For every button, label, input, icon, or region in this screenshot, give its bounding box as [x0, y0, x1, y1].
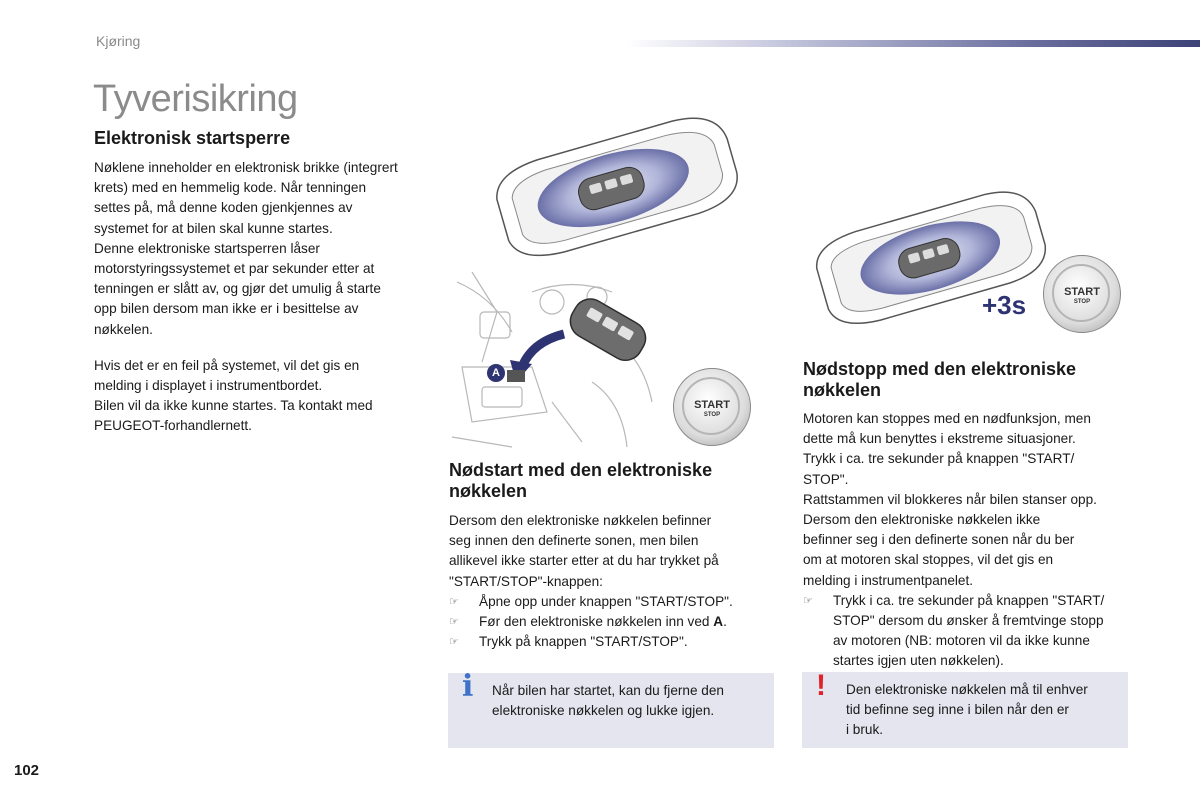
warning-icon: ! [816, 669, 826, 702]
warning-note [802, 669, 1128, 748]
text-line: om at motoren skal stoppes, vil det gis en [803, 552, 1054, 568]
paragraph [94, 158, 424, 340]
bullet-text: Før den elektroniske nøkkelen inn ved [479, 614, 714, 630]
bullet-text-bold: A [713, 614, 724, 630]
text-line: krets) med en hemmelig kode. Når tenningen [94, 180, 367, 196]
immobiliser-text [94, 158, 424, 437]
heading-line: nøkkelen [803, 380, 882, 400]
car-key-zone-illustration [478, 112, 748, 262]
left-column [94, 128, 424, 437]
button-text-start: START [694, 399, 730, 411]
list-item [803, 591, 1138, 672]
page-title: Tyverisikring [93, 78, 298, 120]
section-label: Kjøring [96, 33, 141, 49]
bullet-text: Trykk på knappen "START/STOP". [479, 634, 688, 650]
dashboard-key-slot-illustration [452, 272, 662, 452]
heading-line: Nødstopp med den elektroniske [803, 359, 1077, 379]
timer-label: +3s [982, 290, 1027, 320]
list-item [449, 612, 779, 632]
bullet-text: STOP" dersom du ønsker å fremtvinge stopp [833, 613, 1104, 629]
text-line: Hvis det er en feil på systemet, vil det gis en [94, 357, 360, 373]
text-line: melding i instrumentpanelet. [803, 572, 974, 588]
text-line: melding i displayet i instrumentbordet. [94, 378, 323, 394]
text-line: befinner seg i den definerte sonen når du ber [803, 532, 1075, 548]
text-line: dette må kun benyttes i ekstreme situasjoner. [803, 431, 1076, 447]
marker-a: A [487, 364, 505, 382]
page-number: 102 [14, 762, 40, 779]
text-line: settes på, må denne koden gjenkjennes av [94, 200, 353, 216]
text-line: Bilen vil da ikke kunne startes. Ta kontakt med [94, 398, 373, 414]
emergency-stop-steps [803, 591, 1138, 672]
button-text-start: START [1064, 286, 1100, 298]
text-line: seg innen den definerte sonen, men bilen [449, 533, 699, 549]
note-line: i bruk. [846, 722, 884, 738]
list-item [449, 632, 779, 652]
text-line: Denne elektroniske startsperren låser [94, 240, 320, 256]
bullet-text: startes igjen uten nøkkelen). [833, 653, 1004, 669]
paragraph [94, 356, 424, 437]
bullet-text: Åpne opp under knappen "START/STOP". [479, 593, 733, 609]
note-line: elektroniske nøkkelen og lukke igjen. [492, 703, 715, 719]
start-stop-button-icon [1043, 255, 1121, 333]
text-line: tenningen er slått av, og gjør det umulig å starte [94, 281, 381, 297]
info-icon: i [462, 669, 474, 704]
list-item [449, 592, 779, 612]
text-line: Dersom den elektroniske nøkkelen befinner [449, 513, 712, 528]
text-line: systemet for at bilen skal kunne startes. [94, 220, 333, 236]
text-line: STOP". [803, 471, 849, 487]
right-column [803, 359, 1138, 672]
pointing-hand-icon: ☞ [449, 595, 459, 608]
text-line: nøkkelen. [94, 321, 153, 337]
emergency-stop-text [803, 409, 1138, 672]
text-line: opp bilen dersom man ikke er i besittelse av [94, 301, 359, 317]
header-gradient-bar [625, 40, 1200, 47]
text-line: motorstyringssystemet et par sekunder etter at [94, 261, 375, 277]
middle-column [449, 460, 779, 652]
heading-line: nøkkelen [449, 481, 528, 501]
bullet-text: Trykk i ca. tre sekunder på knappen "START/ [833, 592, 1105, 608]
pointing-hand-icon: ☞ [803, 594, 813, 607]
text-line: "START/STOP"-knappen: [449, 573, 603, 589]
pointing-hand-icon: ☞ [449, 636, 459, 649]
heading-emergency-stop [803, 359, 1138, 401]
text-line: Trykk i ca. tre sekunder på knappen "START/ [803, 451, 1075, 467]
text-line: PEUGEOT-forhandlernett. [94, 418, 252, 434]
text-line: allikevel ikke starter etter at du har trykket på [449, 553, 719, 569]
info-note [448, 669, 774, 748]
note-line: tid befinne seg inne i bilen når den er [846, 702, 1069, 718]
emergency-start-text [449, 511, 779, 652]
emergency-start-steps [449, 592, 779, 653]
text-line: Nøklene inneholder en elektronisk brikke (integrert [94, 160, 398, 175]
bullet-text: av motoren (NB: motoren vil da ikke kunne [833, 633, 1090, 649]
note-line: Den elektroniske nøkkelen må til enhver [846, 682, 1088, 697]
heading-emergency-start [449, 460, 779, 502]
button-text-stop: STOP [1073, 299, 1091, 305]
note-line: Når bilen har startet, kan du fjerne den [492, 683, 724, 698]
text-line: Dersom den elektroniske nøkkelen ikke [803, 512, 1041, 528]
bullet-text: . [723, 614, 727, 630]
start-stop-button-icon [673, 368, 751, 446]
text-line: Rattstammen vil blokkeres når bilen stanser opp. [803, 491, 1097, 507]
text-line: Motoren kan stoppes med en nødfunksjon, men [803, 411, 1091, 426]
pointing-hand-icon: ☞ [449, 616, 459, 629]
heading-electronic-immobiliser: Elektronisk startsperre [94, 128, 291, 148]
heading-line: Nødstart med den elektroniske [449, 460, 713, 480]
button-text-stop: STOP [703, 412, 721, 418]
